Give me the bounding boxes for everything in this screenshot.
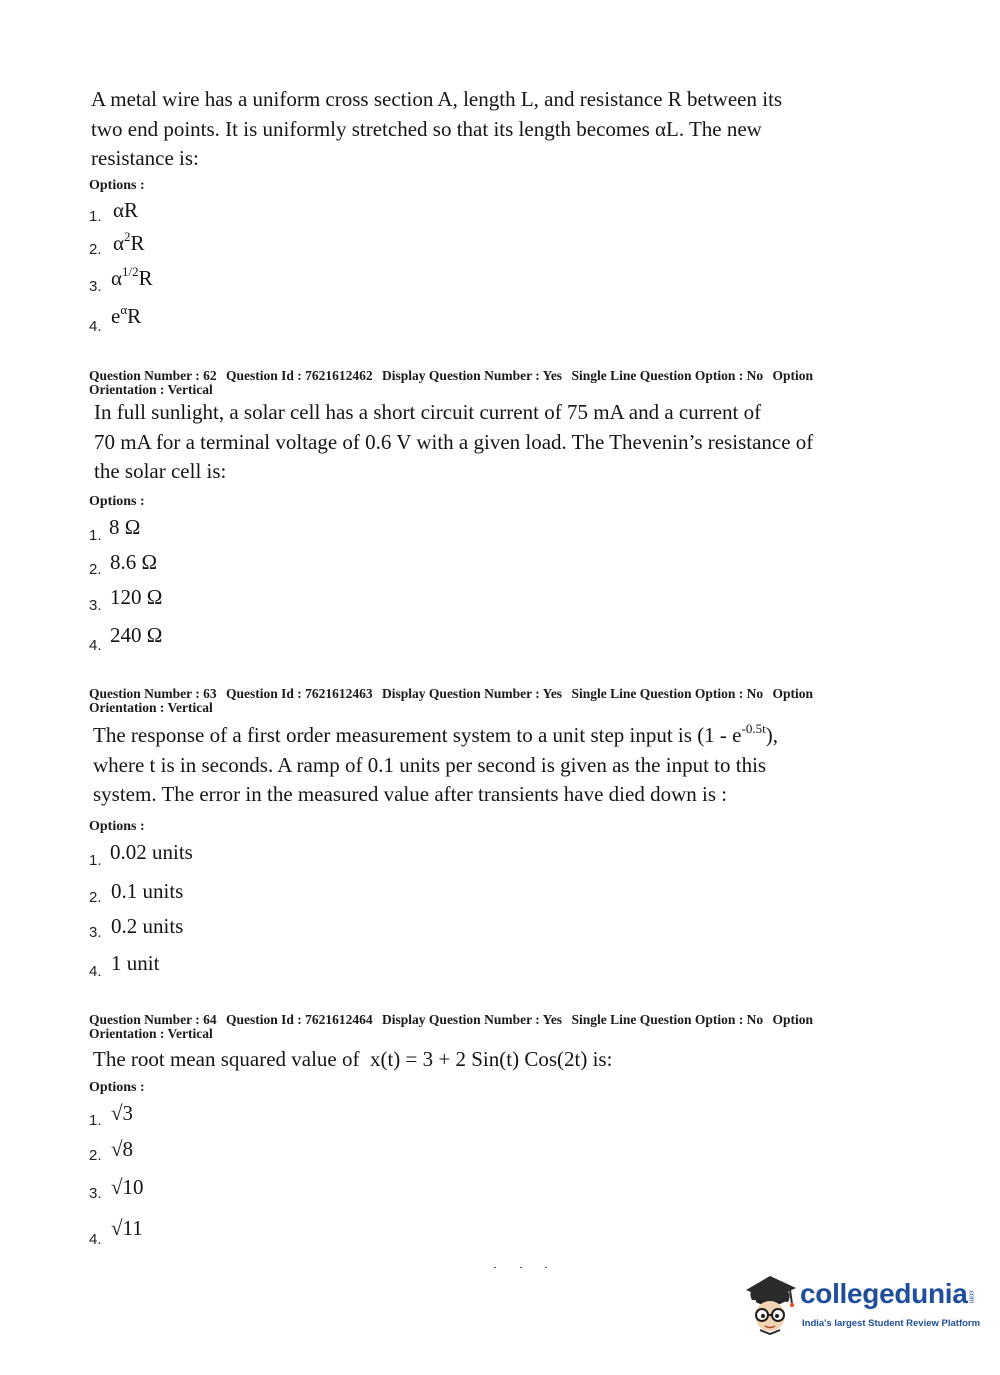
option-number: 4.	[89, 637, 102, 654]
option-value: αR	[113, 198, 139, 222]
option-number: 4.	[89, 963, 102, 980]
option-orientation-a: Option	[772, 686, 813, 701]
option-value: √3	[111, 1101, 134, 1125]
q64-option-4[interactable]	[89, 1216, 209, 1250]
q63-text-line2: where t is in seconds. A ramp of 0.1 units per second is given as the input to this	[93, 752, 767, 777]
q64-meta	[89, 1013, 879, 1041]
brand-wordmark	[800, 1278, 975, 1310]
q62-options-label: Options :	[89, 494, 145, 509]
option-number: 1.	[89, 208, 102, 225]
q63-option-2[interactable]	[89, 879, 249, 909]
q61-text-line3: resistance is:	[91, 146, 199, 170]
q62-option-3[interactable]	[89, 585, 229, 615]
option-number: 4.	[89, 1231, 102, 1248]
option-value: 8.6 Ω	[110, 550, 158, 574]
q62-text-line1: In full sunlight, a solar cell has a short circuit current of 75 mA and a current of	[94, 400, 762, 424]
q63-option-4[interactable]	[89, 951, 249, 985]
option-orientation-a: Option	[772, 368, 813, 383]
option-number: 3.	[89, 597, 102, 614]
option-value: $\alpha^2R$	[113, 229, 145, 255]
q62-text	[94, 398, 894, 487]
q63-text-line3: system. The error in the measured value after transients have died down is :	[93, 782, 728, 806]
q61-text-line2: two end points. It is uniformly stretched so that its length becomes αL. The new	[91, 116, 762, 141]
scan-dot	[494, 1267, 496, 1268]
q61-option-1[interactable]	[89, 198, 209, 228]
option-number: 1.	[89, 527, 102, 544]
question-id: Question Id : 7621612462	[226, 368, 373, 383]
q63-option-1[interactable]	[89, 840, 249, 870]
option-orientation-b: Orientation : Vertical	[89, 382, 213, 397]
q61-text	[91, 85, 891, 174]
q61-text-line1: A metal wire has a uniform cross section A, length L, and resistance R between its	[91, 87, 783, 111]
q62-option-4[interactable]	[89, 623, 229, 657]
option-number: 3.	[89, 1185, 102, 1202]
option-value: 120 Ω	[110, 585, 163, 609]
q63-text	[93, 721, 893, 810]
option-number: 2.	[89, 1147, 102, 1164]
option-number: 3.	[89, 924, 102, 941]
q61-options-label: Options :	[89, 178, 145, 193]
brand-tagline: India's largest Student Review Platform	[802, 1318, 981, 1329]
q62-text-line3: the solar cell is:	[94, 459, 227, 483]
option-number: 2.	[89, 561, 102, 578]
option-orientation-b: Orientation : Vertical	[89, 700, 213, 715]
option-value: 0.1 units	[111, 879, 184, 903]
q61-option-3[interactable]	[89, 266, 209, 296]
single-line-option: Single Line Question Option : No	[571, 686, 764, 701]
option-value: 1 unit	[111, 951, 160, 975]
q62-option-2[interactable]	[89, 550, 229, 580]
collegedunia-logo[interactable]	[740, 1268, 981, 1340]
scan-dot	[545, 1267, 547, 1268]
display-question-number: Display Question Number : Yes	[382, 1012, 563, 1027]
question-number: Question Number : 63	[89, 686, 217, 701]
question-id: Question Id : 7621612464	[226, 1012, 373, 1027]
option-number: 2.	[89, 241, 102, 258]
question-number: Question Number : 64	[89, 1012, 217, 1027]
option-value: 240 Ω	[110, 623, 163, 647]
display-question-number: Display Question Number : Yes	[382, 368, 563, 383]
q64-text: The root mean squared value of x(t) = 3 + 2 Sin(t) Cos(2t) is:	[93, 1047, 613, 1071]
option-value: √8	[111, 1137, 134, 1161]
q61-option-4[interactable]	[89, 304, 209, 338]
q63-options-label: Options :	[89, 819, 145, 834]
brand-domain: .com	[967, 1288, 975, 1303]
q61-option-2[interactable]	[89, 231, 209, 261]
single-line-option: Single Line Question Option : No	[571, 1012, 764, 1027]
display-question-number: Display Question Number : Yes	[382, 686, 563, 701]
question-id: Question Id : 7621612463	[226, 686, 373, 701]
q62-meta	[89, 369, 879, 397]
q64-option-1[interactable]	[89, 1101, 209, 1131]
option-value: $e^\alpha R$	[111, 302, 142, 328]
option-value: $\alpha^{1/2}R$	[111, 264, 153, 290]
brand-name: collegedunia	[800, 1278, 968, 1309]
q63-text-line1: The response of a first order measurement system to a unit step input is $(1 - e^{-0.5t})$,	[93, 721, 778, 747]
option-number: 1.	[89, 852, 102, 869]
mascot-icon	[740, 1270, 800, 1336]
option-orientation-b: Orientation : Vertical	[89, 1026, 213, 1041]
option-number: 1.	[89, 1112, 102, 1129]
option-value: 0.02 units	[110, 840, 193, 864]
q64-option-3[interactable]	[89, 1175, 209, 1205]
q63-option-3[interactable]	[89, 914, 249, 944]
q63-meta	[89, 687, 879, 715]
option-value: √11	[111, 1216, 143, 1240]
q64-options-label: Options :	[89, 1080, 145, 1095]
question-number: Question Number : 62	[89, 368, 217, 383]
option-orientation-a: Option	[772, 1012, 813, 1027]
q62-text-line2: 70 mA for a terminal voltage of 0.6 V with a given load. The Thevenin’s resistance of	[94, 429, 814, 454]
q62-option-1[interactable]	[89, 515, 229, 545]
option-value: 8 Ω	[109, 515, 141, 539]
option-number: 2.	[89, 889, 102, 906]
q64-option-2[interactable]	[89, 1137, 209, 1167]
scan-dot	[520, 1267, 522, 1268]
option-value: √10	[111, 1175, 144, 1199]
option-number: 4.	[89, 318, 102, 335]
option-number: 3.	[89, 278, 102, 295]
option-value: 0.2 units	[111, 914, 184, 938]
single-line-option: Single Line Question Option : No	[571, 368, 764, 383]
